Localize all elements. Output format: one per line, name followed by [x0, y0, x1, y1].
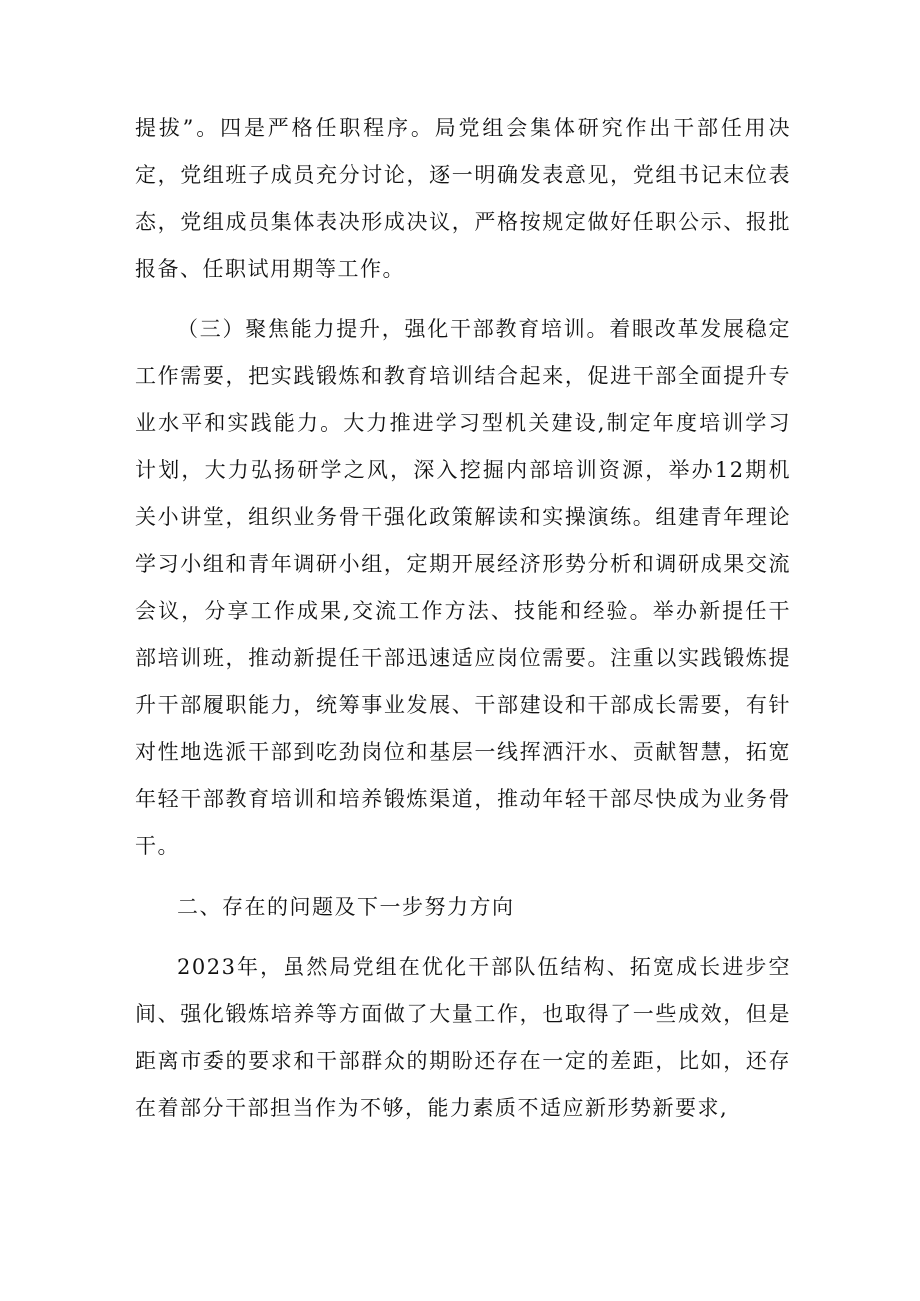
paragraph-continuation: 提拔”。四是严格任职程序。局党组会集体研究作出干部任用决定，党组班子成员充分讨论，逐一明确发表意见，党组书记末位表态，党组成员集体表决形成决议，严格按规定做好任职公示、报批报备、任职试用期等工作。: [135, 116, 791, 281]
paragraph-section-three: （三）聚焦能力提升，强化干部教育培训。着眼改革发展稳定工作需要，把实践锻炼和教育培训结合起来，促进干部全面提升专业水平和实践能力。大力推进学习型机关建设,制定年度培训学习计划，大力弘扬研学之风，深入挖掘内部培训资源，举办12期机关小讲堂，组织业务骨干强化政策解读和实操演练。组建青年理论学习小组和青年调研小组，定期开展经济形势分析和调研成果交流会议，分享工作成果,交流工作方法、技能和经验。举办新提任干部培训班，推动新提任干部迅速适应岗位需要。注重以实践锻炼提升干部履职能力，统筹事业发展、干部建设和干部成长需要，有针对性地选派干部到吃劲岗位和基层一线挥洒汗水、贡献智慧，拓宽年轻干部教育培训和培养锻炼渠道，推动年轻干部尽快成为业务骨干。: [135, 317, 791, 858]
section-heading-problems: 二、存在的问题及下一步努力方向: [177, 895, 515, 919]
document-body: [135, 105, 791, 1132]
paragraph-problems: 2023年，虽然局党组在优化干部队伍结构、拓宽成长进步空间、强化锻炼培养等方面做了大量工作，也取得了一些成效，但是距离市委的要求和干部群众的期盼还存在一定的差距，比如，还存在着部分干部担当作为不够，能力素质不适应新形势新要求,: [135, 955, 791, 1120]
